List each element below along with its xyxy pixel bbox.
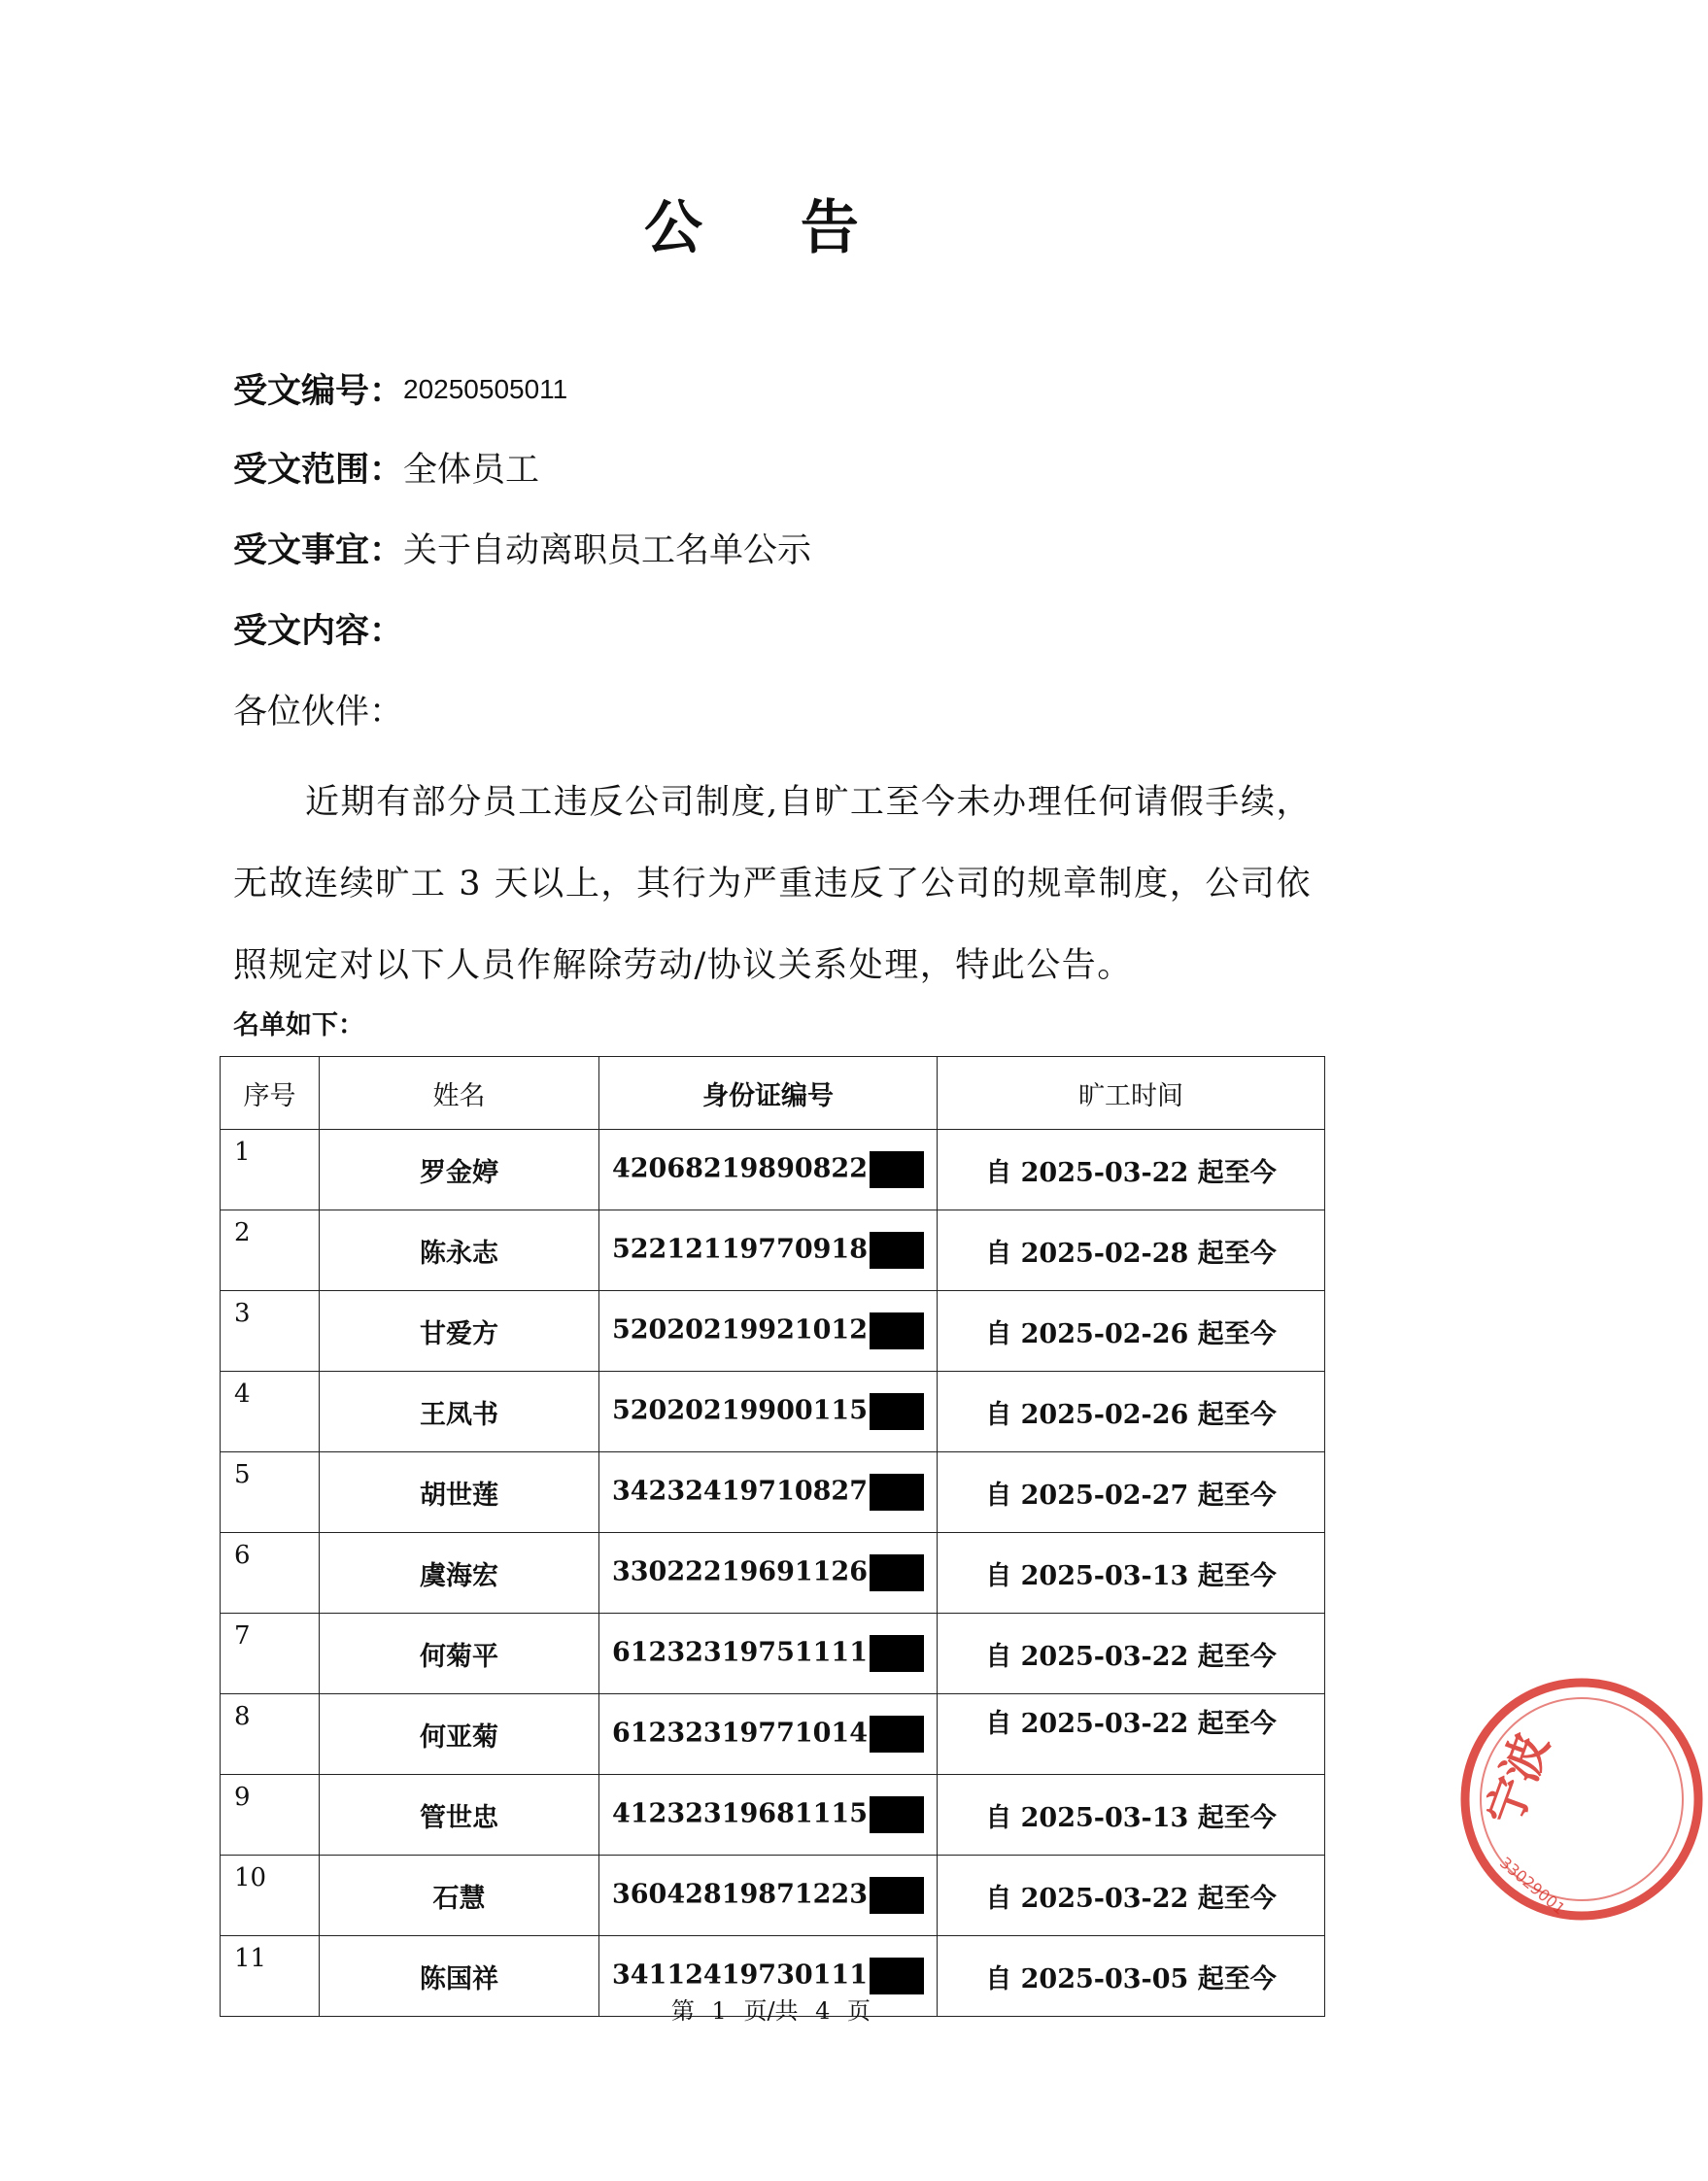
field-value: 全体员工 bbox=[403, 451, 540, 490]
redaction-block bbox=[870, 1474, 924, 1511]
row-seq: 9 bbox=[221, 1775, 320, 1856]
field-label: 受文内容： bbox=[233, 611, 404, 651]
row-period: 自 2025-03-22 起至今 bbox=[938, 1856, 1325, 1936]
table-header-row bbox=[221, 1057, 1325, 1130]
document-title: 公 告 bbox=[644, 194, 898, 262]
row-period: 自 2025-03-13 起至今 bbox=[938, 1775, 1325, 1856]
header-name: 姓名 bbox=[320, 1057, 599, 1130]
row-seq: 10 bbox=[221, 1856, 320, 1936]
field-label: 受文编号： bbox=[233, 371, 404, 411]
field-label: 受文范围： bbox=[233, 450, 404, 490]
field-document-number bbox=[233, 365, 567, 416]
row-id bbox=[599, 1210, 938, 1291]
row-name: 陈国祥 bbox=[320, 1936, 599, 2017]
row-period: 自 2025-03-22 起至今 bbox=[938, 1694, 1325, 1775]
row-name: 虞海宏 bbox=[320, 1533, 599, 1614]
table-row bbox=[221, 1130, 1325, 1210]
row-seq: 3 bbox=[221, 1291, 320, 1372]
employee-table bbox=[220, 1056, 1325, 2017]
table-row bbox=[221, 1533, 1325, 1614]
row-period: 自 2025-02-26 起至今 bbox=[938, 1291, 1325, 1372]
id-digits: 41232319681115 bbox=[611, 1798, 868, 1829]
salutation: 各位伙伴： bbox=[233, 693, 404, 732]
redaction-block bbox=[870, 1635, 924, 1672]
row-name: 石慧 bbox=[320, 1856, 599, 1936]
row-id bbox=[599, 1694, 938, 1775]
row-period: 自 2025-03-22 起至今 bbox=[938, 1614, 1325, 1694]
redaction-block bbox=[870, 1958, 924, 1994]
row-period: 自 2025-02-26 起至今 bbox=[938, 1372, 1325, 1452]
redaction-block bbox=[870, 1232, 924, 1269]
id-digits: 61232319771014 bbox=[611, 1718, 868, 1749]
row-seq: 6 bbox=[221, 1533, 320, 1614]
row-seq: 4 bbox=[221, 1372, 320, 1452]
row-name: 胡世莲 bbox=[320, 1452, 599, 1533]
row-id bbox=[599, 1856, 938, 1936]
row-id bbox=[599, 1452, 938, 1533]
id-digits: 52212119770918 bbox=[611, 1234, 868, 1265]
table-row bbox=[221, 1372, 1325, 1452]
header-period: 旷工时间 bbox=[938, 1057, 1325, 1130]
row-name: 陈永志 bbox=[320, 1210, 599, 1291]
field-value: 20250505011 bbox=[403, 374, 568, 404]
seal-text: 宁波 bbox=[1476, 1726, 1560, 1833]
row-id bbox=[599, 1372, 938, 1452]
row-id bbox=[599, 1775, 938, 1856]
row-id bbox=[599, 1130, 938, 1210]
field-scope bbox=[233, 446, 539, 494]
row-seq: 5 bbox=[221, 1452, 320, 1533]
row-name: 王凤书 bbox=[320, 1372, 599, 1452]
body-paragraph: 近期有部分员工违反公司制度,自旷工至今未办理任何请假手续，无故连续旷工 3 天以上，其行为严重违反了公司的规章制度，公司依照规定对以下人员作解除劳动/协议关系处理，特此公告。 bbox=[233, 783, 1312, 985]
row-id bbox=[599, 1533, 938, 1614]
table-row bbox=[221, 1775, 1325, 1856]
field-content bbox=[233, 607, 403, 656]
id-digits: 42068219890822 bbox=[611, 1153, 868, 1184]
redaction-block bbox=[870, 1877, 924, 1914]
redaction-block bbox=[870, 1554, 924, 1591]
row-period: 自 2025-03-05 起至今 bbox=[938, 1936, 1325, 2017]
table-row bbox=[221, 1452, 1325, 1533]
field-subject bbox=[233, 527, 811, 575]
row-seq: 1 bbox=[221, 1130, 320, 1210]
list-heading: 名单如下： bbox=[233, 1010, 364, 1040]
id-digits: 52020219921012 bbox=[611, 1314, 868, 1346]
table-row bbox=[221, 1856, 1325, 1936]
row-name: 甘爱方 bbox=[320, 1291, 599, 1372]
row-name: 罗金婷 bbox=[320, 1130, 599, 1210]
id-digits: 36042819871223 bbox=[611, 1879, 868, 1910]
id-digits: 61232319751111 bbox=[611, 1637, 868, 1668]
row-seq: 7 bbox=[221, 1614, 320, 1694]
row-id bbox=[599, 1614, 938, 1694]
id-digits: 52020219900115 bbox=[611, 1395, 868, 1426]
field-value: 关于自动离职员工名单公示 bbox=[403, 531, 812, 570]
header-seq: 序号 bbox=[221, 1057, 320, 1130]
header-id: 身份证编号 bbox=[599, 1057, 938, 1130]
row-period: 自 2025-03-13 起至今 bbox=[938, 1533, 1325, 1614]
row-id bbox=[599, 1291, 938, 1372]
table-row bbox=[221, 1210, 1325, 1291]
table-row bbox=[221, 1614, 1325, 1694]
redaction-block bbox=[870, 1716, 924, 1753]
row-period: 自 2025-02-27 起至今 bbox=[938, 1452, 1325, 1533]
row-seq: 2 bbox=[221, 1210, 320, 1291]
row-period: 自 2025-02-28 起至今 bbox=[938, 1210, 1325, 1291]
table-row bbox=[221, 1291, 1325, 1372]
redaction-block bbox=[870, 1393, 924, 1430]
row-name: 何菊平 bbox=[320, 1614, 599, 1694]
redaction-block bbox=[870, 1796, 924, 1833]
redaction-block bbox=[870, 1312, 924, 1349]
row-seq: 8 bbox=[221, 1694, 320, 1775]
id-digits: 33022219691126 bbox=[611, 1556, 868, 1587]
seal-number: 33029001 bbox=[1496, 1853, 1569, 1919]
id-digits: 34112419730111 bbox=[611, 1959, 868, 1991]
row-name: 管世忠 bbox=[320, 1775, 599, 1856]
field-label: 受文事宜： bbox=[233, 530, 404, 570]
row-name: 何亚菊 bbox=[320, 1694, 599, 1775]
page-number-footer: 第 1 页/共 4 页 bbox=[670, 1997, 871, 2025]
table-row bbox=[221, 1694, 1325, 1775]
company-seal-stamp bbox=[1455, 1673, 1708, 1925]
row-seq: 11 bbox=[221, 1936, 320, 2017]
row-period: 自 2025-03-22 起至今 bbox=[938, 1130, 1325, 1210]
redaction-block bbox=[870, 1151, 924, 1188]
id-digits: 34232419710827 bbox=[611, 1476, 868, 1507]
